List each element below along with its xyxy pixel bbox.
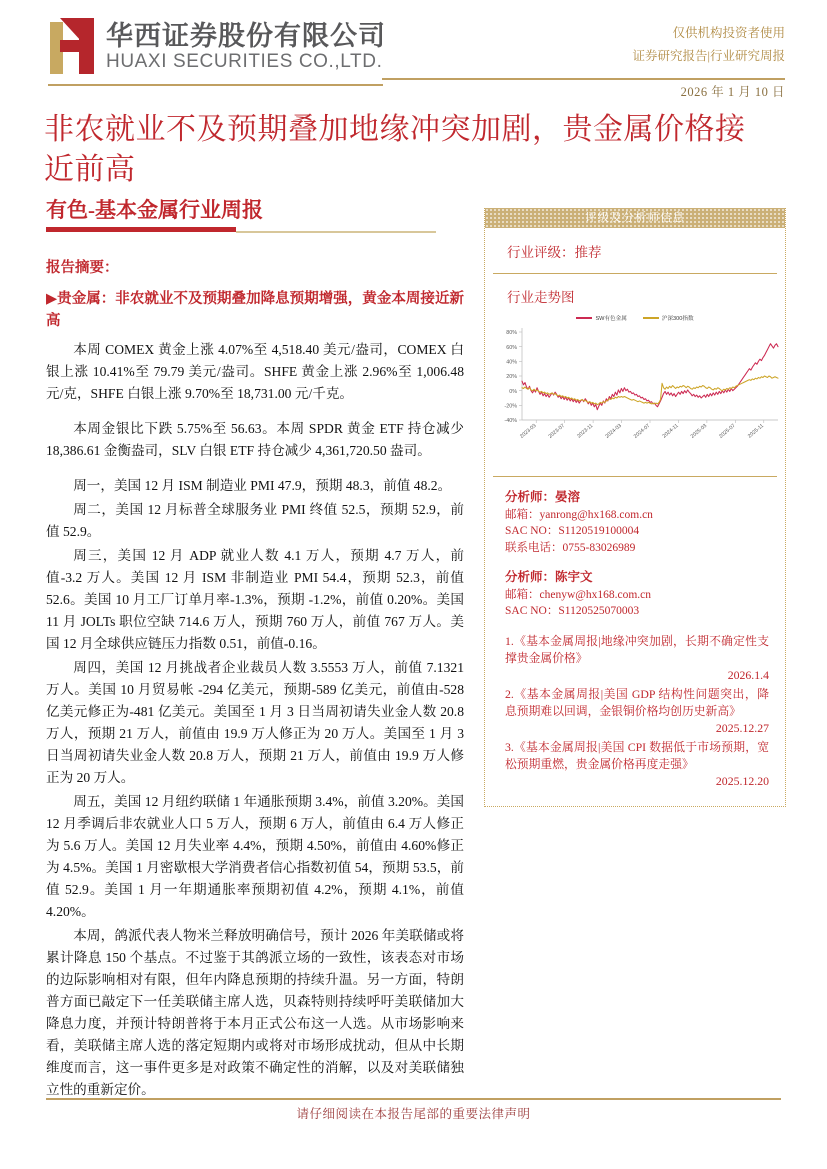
footer-divider — [46, 1098, 781, 1100]
chart-title: 行业走势图 — [507, 290, 575, 305]
related-report-date: 2025.12.27 — [715, 721, 769, 736]
header-divider — [382, 78, 785, 80]
company-name-cn: 华西证券股份有限公司 — [106, 20, 386, 51]
subtitle-underline — [46, 227, 236, 232]
footer-legal-notice: 请仔细阅读在本报告尾部的重要法律声明 — [296, 1107, 531, 1121]
section-heading-precious-metals: ▶贵金属：非农就业不及预期叠加降息预期增强，黄金本周接近新高 — [46, 291, 464, 329]
svg-text:2024-07: 2024-07 — [632, 422, 652, 440]
svg-text:20%: 20% — [506, 374, 517, 381]
analyst-divider — [493, 476, 777, 477]
paragraph: 周一，美国 12 月 ISM 制造业 PMI 47.9，预期 48.3，前值 48.2。 — [73, 477, 452, 493]
paragraph: 本周，鸽派代表人物米兰释放明确信号，预计 2026 年美联储或将累计降息 150 个基点。不过鉴于其鸽派立场的一致性，该表态对市场的边际影响相对有限，但年内降息预期的持续升温。另一方面，特朗普方面已敲定下一任美联储主席人选，贝森特则持续呼吁美联储加大降息力度，并预计特朗普将于本月正式公布这一人选。从市场影响来看，美联储主席人选的落定短期内或将对市场形成扰动，但从中长期维度而言，这一事件更多是对政策不确定性的消解，以及对美联储独立性的重新定价。 — [46, 927, 464, 1097]
spacer — [485, 556, 785, 567]
svg-text:2025-07: 2025-07 — [718, 422, 737, 440]
svg-text:2023-03: 2023-03 — [519, 422, 538, 440]
analyst-phone: 联系电话：0755-83026989 — [505, 541, 636, 554]
svg-text:60%: 60% — [506, 344, 517, 351]
usage-notice: 仅供机构投资者使用 — [672, 26, 785, 40]
paragraph: 本周 COMEX 黄金上涨 4.07%至 4,518.40 美元/盎司，COMEX 白银上涨 10.41%至 79.79 美元/盎司。SHFE 黄金上涨 2.96%至 1,006.48 元/克，SHFE 白银上涨 9.70%至 18,731.00 元/千克。 — [46, 341, 464, 401]
svg-text:80%: 80% — [506, 330, 517, 337]
huaxi-logo-icon — [48, 18, 96, 74]
company-name-en: HUAXI SECURITIES CO.,LTD. — [106, 51, 383, 73]
legend-label: SW有色金属 — [595, 316, 627, 322]
analyst-sac-no: SAC NO：S1120525070003 — [505, 605, 640, 618]
logo-underline — [48, 84, 383, 86]
page-header — [0, 0, 827, 100]
analyst-name: 分析师：陈宇文 — [505, 569, 593, 584]
legend-label: 沪深300指数 — [661, 316, 694, 322]
related-reports-list — [485, 633, 785, 790]
subtitle-block — [46, 198, 466, 232]
industry-rating: 行业评级：推荐 — [507, 245, 602, 260]
analyst-email: 邮箱：yanrong@hx168.com.cn — [505, 509, 653, 521]
chart-canvas — [485, 308, 785, 468]
analyst-email: 邮箱：chenyw@hx168.com.cn — [505, 588, 652, 601]
page-title: 非农就业不及预期叠加地缘冲突加剧，贵金属价格接近前高 — [44, 113, 746, 186]
related-report-title[interactable]: 1.《基本金属周报|地缘冲突加剧，长期不确定性支撑贵金属价格》 — [505, 633, 769, 665]
related-report-title[interactable]: 2.《基本金属周报|美国 GDP 结构性问题突出，降息预期难以回调，金银铜价格均创历史新高》 — [505, 686, 769, 718]
analyst-sac-no: SAC NO：S1120519100004 — [505, 525, 640, 538]
rating-analyst-panel — [484, 208, 786, 807]
paragraph: 周二，美国 12 月标普全球服务业 PMI 终值 52.5，预期 52.9，前值 52.9。 — [46, 501, 464, 539]
report-body — [46, 256, 464, 1103]
related-report-date: 2026.1.4 — [727, 667, 769, 682]
svg-text:2023-07: 2023-07 — [547, 422, 566, 440]
svg-text:-20%: -20% — [504, 403, 517, 410]
title-block — [44, 110, 774, 190]
svg-text:40%: 40% — [506, 359, 517, 366]
subtitle-underline-extension — [236, 231, 436, 233]
related-report-date: 2025.12.20 — [715, 774, 769, 789]
svg-text:2025-11: 2025-11 — [746, 422, 766, 440]
company-logo — [48, 18, 386, 74]
summary-heading: 报告摘要： — [46, 260, 119, 276]
paragraph: 本周金银比下跌 5.75%至 56.63。本周 SPDR 黄金 ETF 持仓减少 18,386.61 金衡盎司，SLV 白银 ETF 持仓减少 4,361,720.50 盎司。 — [46, 420, 464, 458]
industry-trend-chart — [485, 308, 785, 468]
svg-text:2023-11: 2023-11 — [576, 422, 595, 440]
header-meta — [632, 22, 785, 68]
svg-text:2024-03: 2024-03 — [604, 422, 623, 440]
svg-text:0%: 0% — [509, 388, 517, 395]
paragraph: 周三，美国 12 月 ADP 就业人数 4.1 万人，预期 4.7 万人，前值-3.2 万人。美国 12 月 ISM 非制造业 PMI 54.4，预期 52.3，前值 52.6。美国 10 月工厂订单月率-1.3%，预期 -1.2%，前值 0.20%。美国 11 月 JOLTs 职位空缺 714.6 万人，预期 760 万人，前值 767 万人。美国 12 月全球供应链压力指数 0.51，前值-0.16。 — [46, 547, 464, 651]
report-type: 证券研究报告|行业研究周报 — [632, 49, 785, 64]
paragraph: 周五，美国 12 月纽约联储 1 年通胀预期 3.4%，前值 3.20%。美国 12 月季调后非农就业人口 5 万人，预期 6 万人，前值由 6.4 万人修正为 5.6 万人。美国 12 月失业率 4.4%，预期 4.50%，前值由 4.60%修正为 4.5%。美国 1 月密歇根大学消费者信心指数初值 54，预期 53.5，前值 52.9。美国 1 月一年期通胀率预期初值 4.2%，预期 4.1%，前值 4.20%。 — [46, 793, 464, 919]
svg-text:2024-11: 2024-11 — [661, 422, 680, 440]
related-report-title[interactable]: 3.《基本金属周报|美国 CPI 数据低于市场预期，宽松预期重燃，贵金属价格再度走强》 — [505, 740, 769, 772]
analyst-name: 分析师：晏溶 — [505, 490, 581, 504]
page-subtitle: 有色-基本金属行业周报 — [46, 198, 263, 222]
panel-title: 评级及分析师信息 — [485, 208, 785, 228]
paragraph: 周四，美国 12 月挑战者企业裁员人数 3.5553 万人，前值 7.1321 万人。美国 10 月贸易帐 -294 亿美元，预期-589 亿美元，前值由-528 亿美元修正为-481 亿美元。美国至 1 月 3 日当周初请失业金人数 20.8 万人，预期 21 万人，前值由 19.9 万人修正为 20 万人。美国至 1 月 3 日当周初请失业金人数 20.8 万人，预期 21 万人，前值由 19.9 万人修正为 20 万人。 — [46, 659, 464, 785]
report-date: 2026 年 1 月 10 日 — [680, 85, 785, 99]
svg-text:2025-03: 2025-03 — [689, 422, 709, 440]
analyst-entry — [485, 487, 785, 556]
analyst-entry — [485, 567, 785, 620]
svg-text:-40%: -40% — [504, 418, 517, 425]
analyst-info — [485, 468, 785, 806]
